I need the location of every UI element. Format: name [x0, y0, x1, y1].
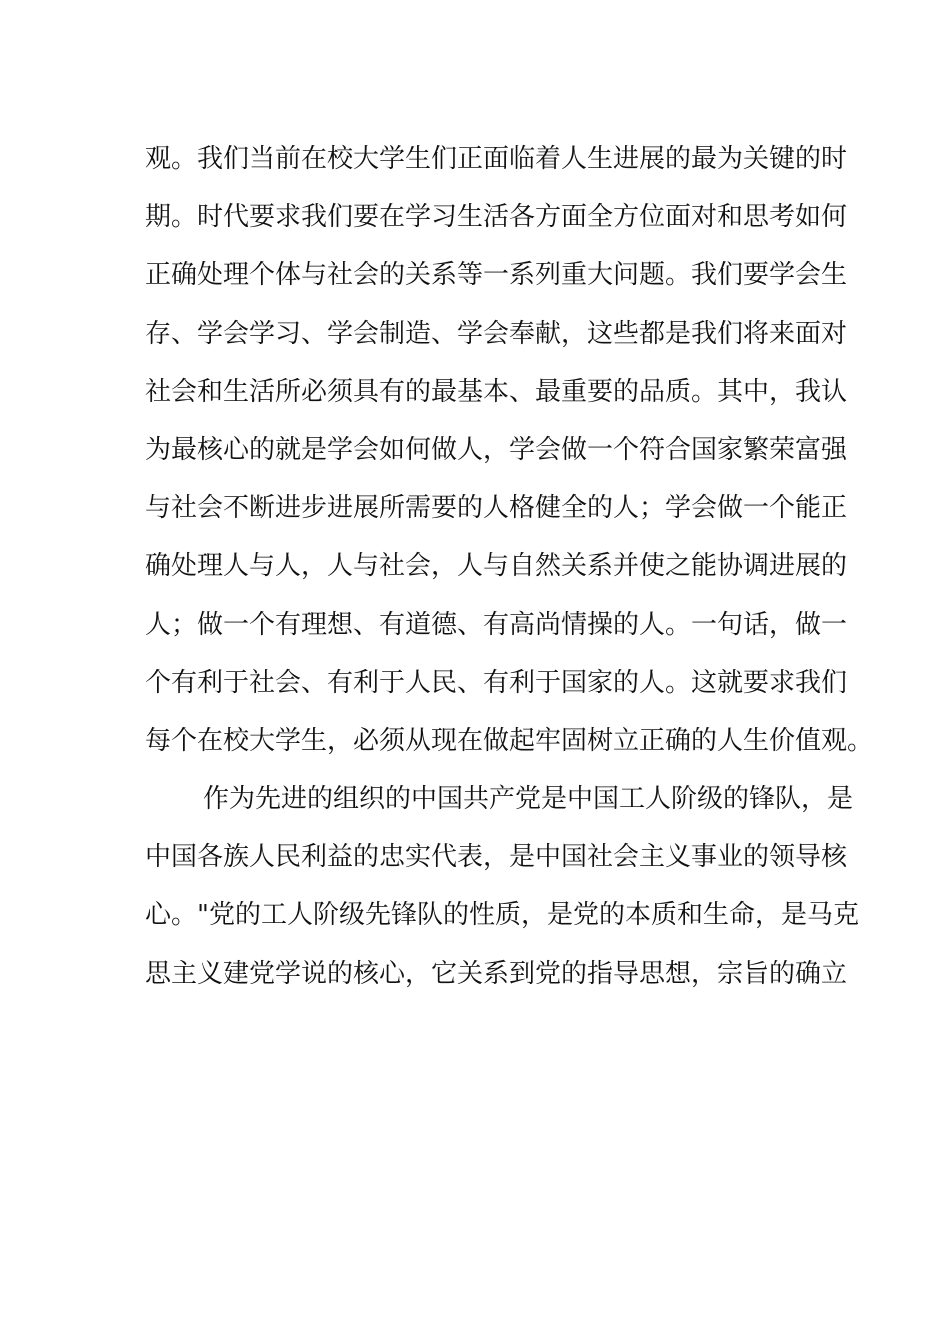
text-line: 思主义建党学说的核心，它关系到党的指导思想，宗旨的确立: [145, 958, 848, 989]
text-line: 正确处理个体与社会的关系等一系列重大问题。我们要学会生: [145, 260, 848, 291]
text-line: 观。我们当前在校大学生们正面临着人生进展的最为关键的时: [145, 144, 848, 174]
text-line: 中国各族人民利益的忠实代表，是中国社会主义事业的领导核: [145, 842, 848, 873]
body-text: [145, 130, 874, 1003]
text-line: 为最核心的就是学会如何做人，学会做一个符合国家繁荣富强: [145, 434, 848, 465]
text-line: 社会和生活所必须具有的最基本、最重要的品质。其中，我认: [145, 376, 848, 407]
text-line: 期。时代要求我们要在学习生活各方面全方位面对和思考如何: [145, 202, 848, 233]
text-line: 个有利于社会、有利于人民、有利于国家的人。这就要求我们: [145, 667, 848, 698]
paragraph-first-line: 作为先进的组织的中国共产党是中国工人阶级的锋队，是: [203, 784, 854, 815]
text-line: 确处理人与人，人与社会，人与自然关系并使之能协调进展的: [145, 551, 848, 582]
text-line: 存、学会学习、学会制造、学会奉献，这些都是我们将来面对: [145, 318, 848, 349]
text-line: 每个在校大学生，必须从现在做起牢固树立正确的人生价值观。: [145, 725, 874, 756]
text-line: 与社会不断进步进展所需要的人格健全的人；学会做一个能正: [145, 493, 848, 524]
text-line: 人；做一个有理想、有道德、有高尚情操的人。一句话，做一: [145, 609, 848, 640]
text-line: 心。"党的工人阶级先锋队的性质，是党的本质和生命，是马克: [145, 900, 859, 931]
